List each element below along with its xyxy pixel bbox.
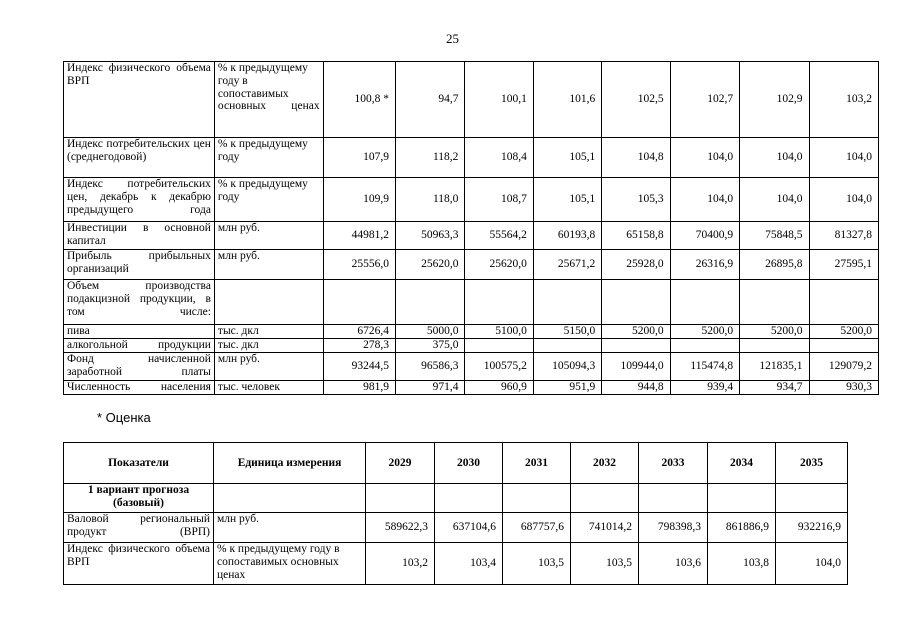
value-cell: 934,7 [740, 381, 809, 395]
value-cell: 65158,8 [602, 222, 670, 250]
header-year: 2034 [708, 443, 776, 484]
header-indicators: Показатели [64, 443, 214, 484]
value-cell: 105,1 [533, 178, 601, 222]
value-cell: 105,3 [602, 178, 670, 222]
value-cell: 81327,8 [809, 222, 879, 250]
row-label: Индекс потребительских цен, декабрь к декабрю предыдущего года [64, 178, 215, 222]
value-cell: 101,6 [533, 62, 601, 138]
header-year: 2035 [776, 443, 848, 484]
value-cell: 104,0 [670, 138, 739, 178]
value-cell: 861886,9 [708, 513, 776, 543]
value-cell: 93244,5 [323, 353, 395, 381]
table-row [64, 325, 879, 339]
value-cell [740, 339, 809, 353]
value-cell: 25556,0 [323, 250, 395, 280]
row-unit: % к предыдущему году в сопоставимых основных ценах [214, 62, 323, 138]
value-cell: 60193,8 [533, 222, 601, 250]
value-cell: 105,1 [533, 138, 601, 178]
value-cell: 44981,2 [323, 222, 395, 250]
row-label: Фонд начисленной заработной платы [64, 353, 215, 381]
value-cell: 55564,2 [465, 222, 533, 250]
value-cell [670, 280, 739, 325]
value-cell: 798398,3 [639, 513, 708, 543]
table-row [64, 138, 879, 178]
value-cell: 104,0 [809, 138, 879, 178]
value-cell: 115474,8 [670, 353, 739, 381]
value-cell: 100,8 * [323, 62, 395, 138]
value-cell: 104,0 [776, 543, 848, 585]
value-cell: 50963,3 [396, 222, 465, 250]
value-cell: 103,5 [503, 543, 571, 585]
value-cell: 94,7 [396, 62, 465, 138]
table-row [64, 513, 848, 543]
value-cell: 102,7 [670, 62, 739, 138]
value-cell: 637104,6 [435, 513, 503, 543]
value-cell [396, 280, 465, 325]
row-unit: тыс. дкл [214, 325, 323, 339]
value-cell: 75848,5 [740, 222, 809, 250]
value-cell: 70400,9 [670, 222, 739, 250]
section-label: 1 вариант прогноза (базовый) [64, 484, 214, 513]
row-unit: % к предыдущему году [214, 138, 323, 178]
value-cell: 121835,1 [740, 353, 809, 381]
row-label: Индекс физического объема ВРП [64, 543, 214, 585]
value-cell: 26316,9 [670, 250, 739, 280]
page-number: 25 [446, 31, 459, 46]
value-cell: 5150,0 [533, 325, 601, 339]
value-cell: 102,9 [740, 62, 809, 138]
row-unit: % к предыдущему году [214, 178, 323, 222]
value-cell: 971,4 [396, 381, 465, 395]
table-row [64, 62, 879, 138]
value-cell: 5200,0 [670, 325, 739, 339]
value-cell: 103,2 [809, 62, 879, 138]
value-cell [533, 280, 601, 325]
row-unit: млн руб. [214, 222, 323, 250]
value-cell: 25671,2 [533, 250, 601, 280]
value-cell: 107,9 [323, 138, 395, 178]
value-cell [465, 339, 533, 353]
value-cell: 5200,0 [809, 325, 879, 339]
table-row [64, 178, 879, 222]
value-cell: 109,9 [323, 178, 395, 222]
value-cell: 26895,8 [740, 250, 809, 280]
section-row [64, 484, 848, 513]
table-row [64, 222, 879, 250]
value-cell: 104,8 [602, 138, 670, 178]
value-cell: 96586,3 [396, 353, 465, 381]
value-cell: 108,7 [465, 178, 533, 222]
value-cell: 129079,2 [809, 353, 879, 381]
header-year: 2029 [366, 443, 435, 484]
empty-cell [571, 484, 639, 513]
empty-cell [214, 484, 366, 513]
empty-cell [503, 484, 571, 513]
table-header-row [64, 443, 848, 484]
header-year: 2030 [435, 443, 503, 484]
value-cell: 5100,0 [465, 325, 533, 339]
row-label: алкогольной продукции [64, 339, 215, 353]
value-cell [670, 339, 739, 353]
value-cell: 5000,0 [396, 325, 465, 339]
row-label: Прибыль прибыльных организаций [64, 250, 215, 280]
row-unit: млн руб. [214, 353, 323, 381]
row-unit: тыс. человек [214, 381, 323, 395]
value-cell [533, 339, 601, 353]
value-cell: 687757,6 [503, 513, 571, 543]
value-cell: 25928,0 [602, 250, 670, 280]
row-unit: млн руб. [214, 250, 323, 280]
value-cell: 25620,0 [465, 250, 533, 280]
value-cell: 104,0 [740, 178, 809, 222]
value-cell: 5200,0 [602, 325, 670, 339]
value-cell: 104,0 [670, 178, 739, 222]
value-cell [323, 280, 395, 325]
value-cell: 104,0 [740, 138, 809, 178]
empty-cell [708, 484, 776, 513]
value-cell [809, 339, 879, 353]
row-label: Объем производства подакцизной продукции, в том числе: [64, 280, 215, 325]
table-row [64, 280, 879, 325]
header-year: 2033 [639, 443, 708, 484]
value-cell: 100,1 [465, 62, 533, 138]
empty-cell [366, 484, 435, 513]
value-cell [740, 280, 809, 325]
row-unit: тыс. дкл [214, 339, 323, 353]
value-cell: 104,0 [809, 178, 879, 222]
table-row [64, 543, 848, 585]
row-label: Инвестиции в основной капитал [64, 222, 215, 250]
value-cell: 100575,2 [465, 353, 533, 381]
value-cell: 932216,9 [776, 513, 848, 543]
value-cell: 27595,1 [809, 250, 879, 280]
empty-cell [639, 484, 708, 513]
value-cell: 103,5 [571, 543, 639, 585]
value-cell: 25620,0 [396, 250, 465, 280]
value-cell: 105094,3 [533, 353, 601, 381]
value-cell: 103,6 [639, 543, 708, 585]
table-row [64, 381, 879, 395]
value-cell: 103,2 [366, 543, 435, 585]
forecast-table-part-2 [63, 442, 848, 585]
row-label: Численность населения [64, 381, 215, 395]
value-cell: 375,0 [396, 339, 465, 353]
value-cell [809, 280, 879, 325]
table-row [64, 250, 879, 280]
value-cell: 741014,2 [571, 513, 639, 543]
row-unit: млн руб. [214, 513, 366, 543]
value-cell: 103,8 [708, 543, 776, 585]
value-cell: 118,0 [396, 178, 465, 222]
table-row [64, 353, 879, 381]
value-cell: 103,4 [435, 543, 503, 585]
row-label: пива [64, 325, 215, 339]
empty-cell [776, 484, 848, 513]
header-unit: Единица измерения [214, 443, 366, 484]
value-cell: 5200,0 [740, 325, 809, 339]
row-label: Индекс физического объема ВРП [64, 62, 215, 138]
forecast-table-part-1 [63, 61, 879, 395]
value-cell: 109944,0 [602, 353, 670, 381]
row-label: Валовой региональный продукт (ВРП) [64, 513, 214, 543]
value-cell: 102,5 [602, 62, 670, 138]
row-label: Индекс потребительских цен (среднегодовой) [64, 138, 215, 178]
value-cell: 118,2 [396, 138, 465, 178]
row-unit: % к предыдущему году в сопоставимых основных ценах [214, 543, 366, 585]
row-unit [214, 280, 323, 325]
table-row [64, 339, 879, 353]
footnote: * Оценка [97, 410, 151, 425]
value-cell: 589622,3 [366, 513, 435, 543]
value-cell [602, 339, 670, 353]
value-cell: 108,4 [465, 138, 533, 178]
value-cell: 944,8 [602, 381, 670, 395]
value-cell: 981,9 [323, 381, 395, 395]
value-cell: 951,9 [533, 381, 601, 395]
empty-cell [435, 484, 503, 513]
value-cell: 6726,4 [323, 325, 395, 339]
header-year: 2032 [571, 443, 639, 484]
value-cell: 278,3 [323, 339, 395, 353]
value-cell [465, 280, 533, 325]
value-cell: 939,4 [670, 381, 739, 395]
header-year: 2031 [503, 443, 571, 484]
value-cell [602, 280, 670, 325]
value-cell: 960,9 [465, 381, 533, 395]
value-cell: 930,3 [809, 381, 879, 395]
